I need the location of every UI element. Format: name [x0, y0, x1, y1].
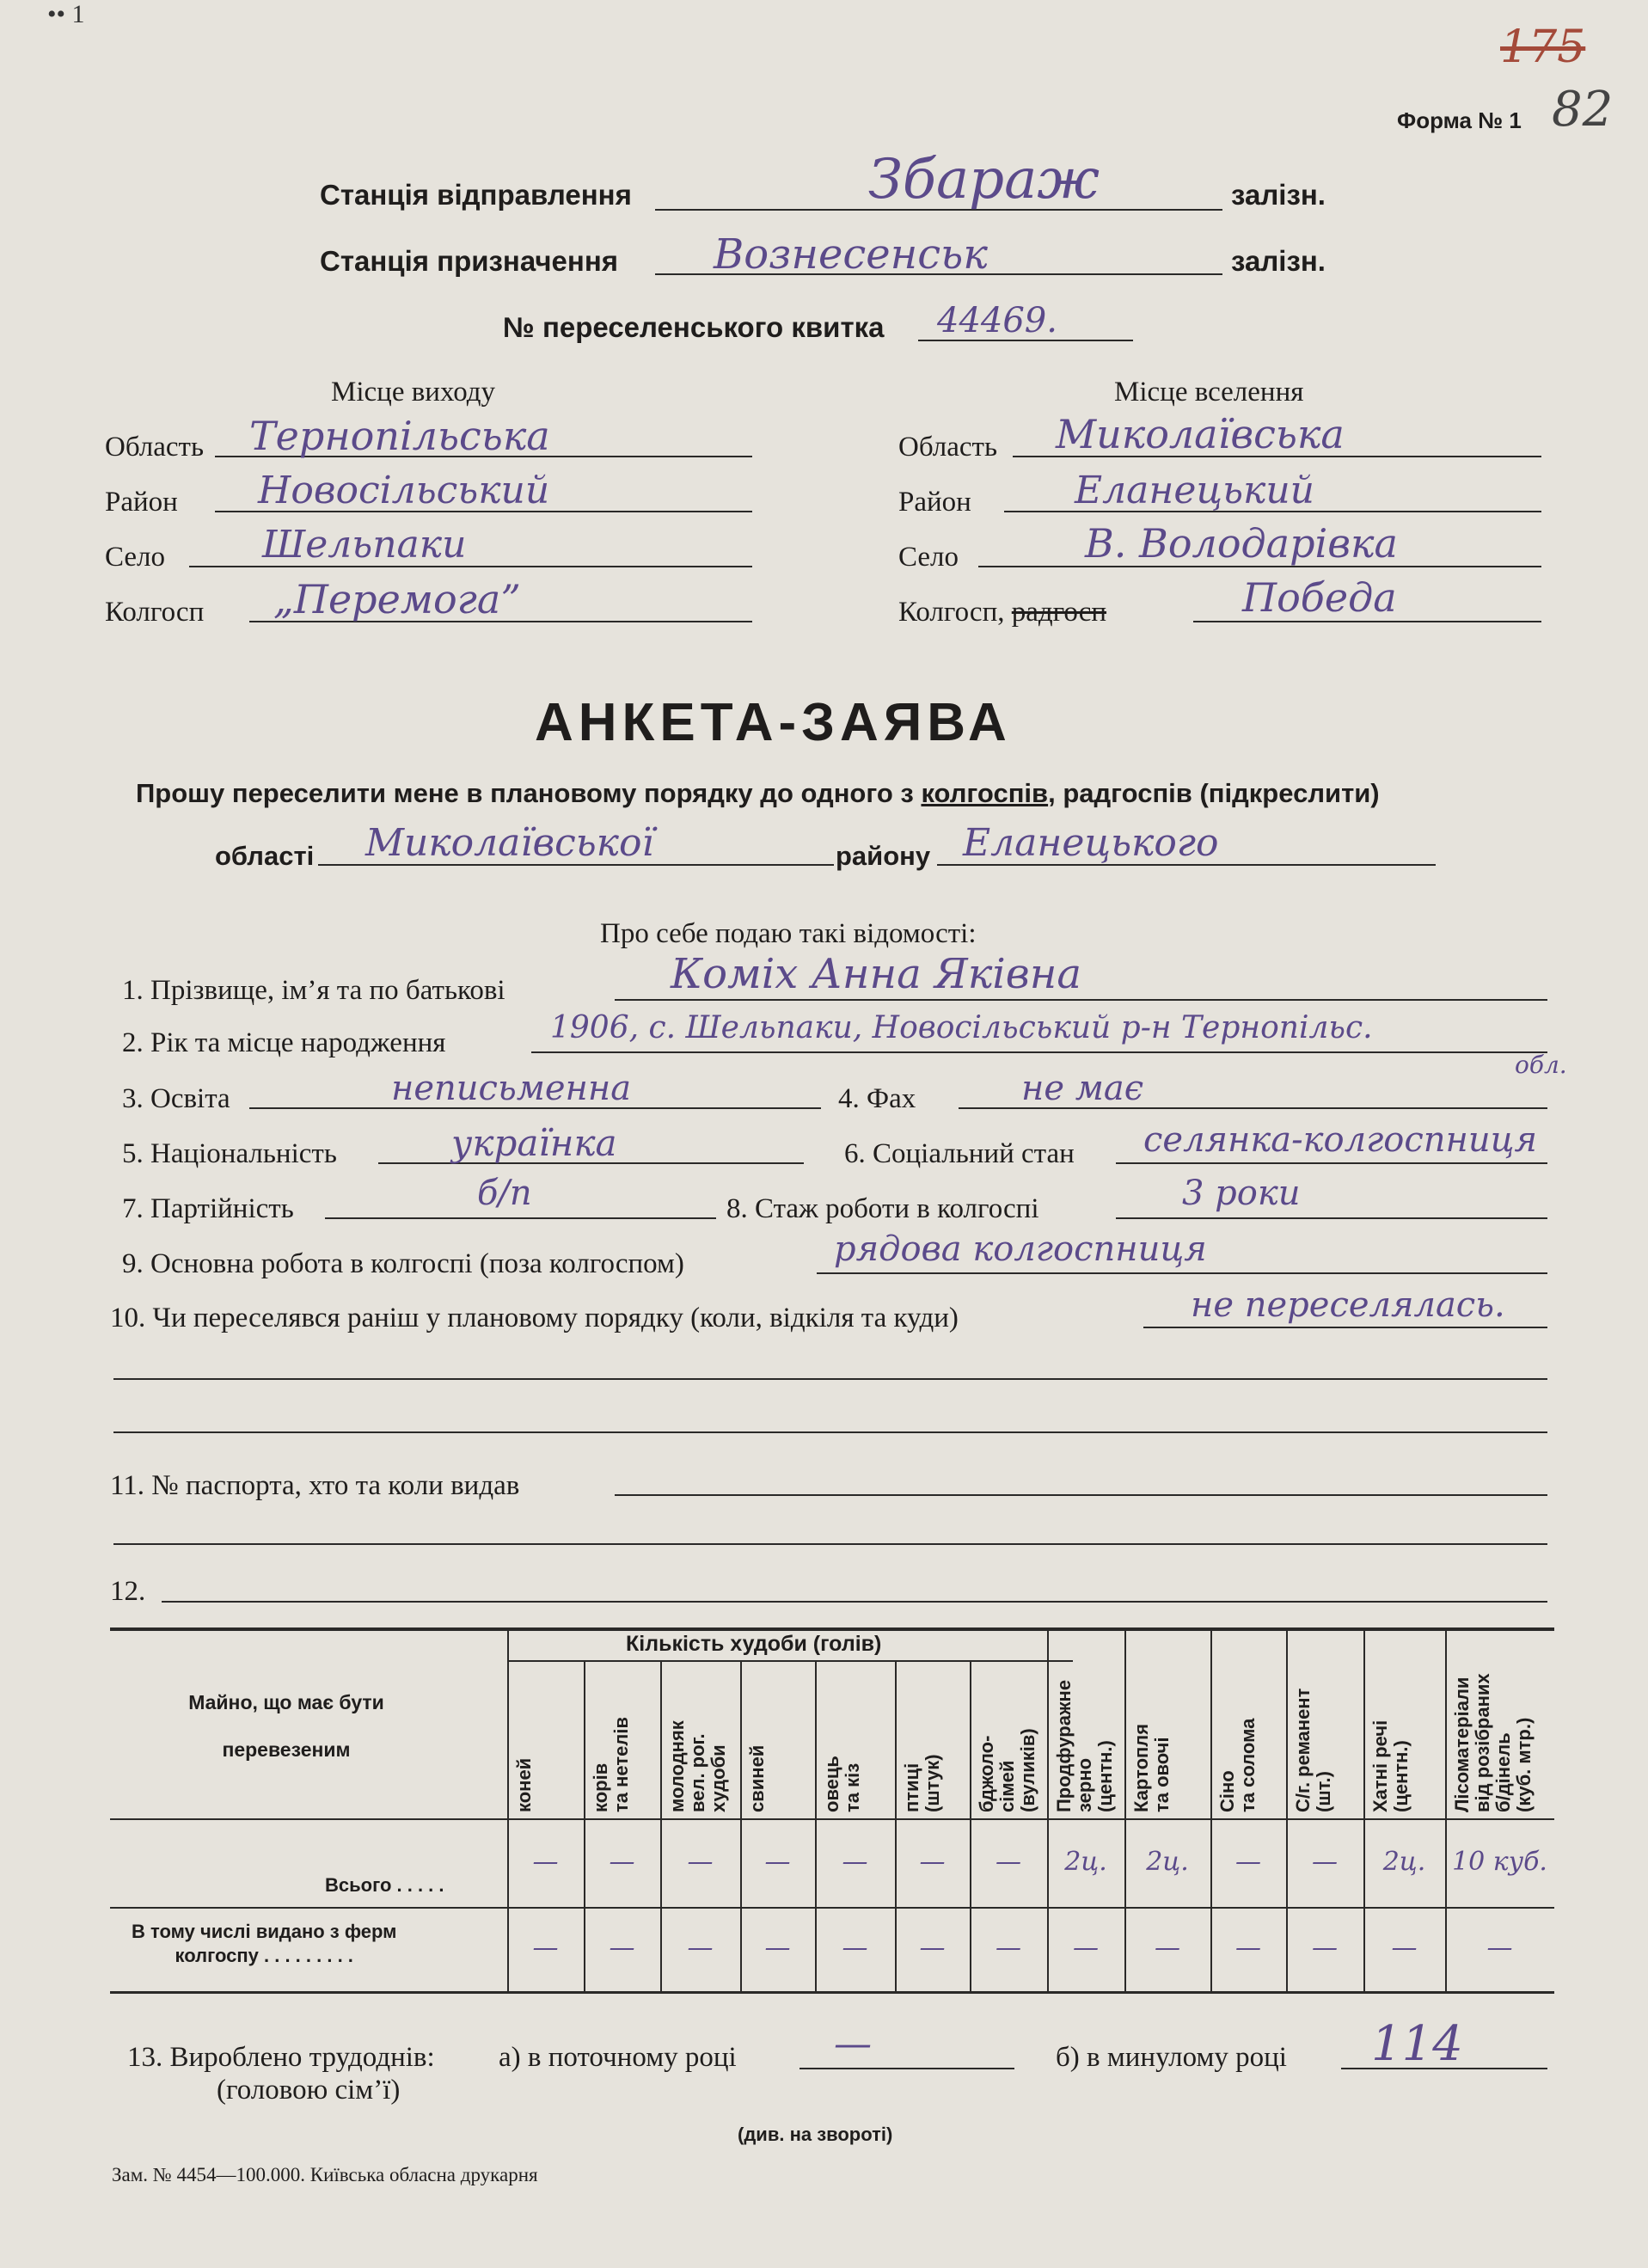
table-column-header: Лісоматеріали від розібраних б/дінель (куб. мтр.): [1451, 1673, 1535, 1812]
archive-number-new: 82: [1552, 82, 1614, 138]
origin-kolgosp-value: „Перемога”: [273, 576, 521, 622]
workdays-previous-value: 114: [1371, 2016, 1463, 2072]
q6-label: 6. Соціальний стан: [844, 1138, 1075, 1169]
rail-label-1: залізн.: [1231, 179, 1326, 211]
table-column-header: коней: [513, 1757, 535, 1812]
workdays-sub: (головою сім’ї): [217, 2075, 401, 2106]
destination-kolgosp-value: Победа: [1242, 574, 1397, 621]
origin-oblast-value: Тернопільська: [249, 413, 550, 459]
q2-answer-cont: обл.: [1515, 1051, 1567, 1079]
q12-label: 12.: [110, 1576, 146, 1607]
table-cell: —: [1312, 1847, 1338, 1877]
form-title: АНКЕТА-ЗАЯВА: [535, 693, 1012, 752]
destination-station-value: Вознесенськ: [714, 230, 988, 279]
destination-oblast-label: Область: [898, 432, 998, 463]
table-column-header: Картопля та овочі: [1130, 1723, 1173, 1812]
request-raion-label: району: [836, 841, 931, 871]
q1-line: [615, 999, 1547, 1001]
q3-answer: неписьменна: [391, 1069, 632, 1108]
table-cell: —: [919, 1847, 946, 1877]
destination-station-label: Станція призначення: [320, 245, 619, 277]
printer-imprint: Зам. № 4454—100.000. Київська обласна друкарня: [112, 2164, 538, 2185]
q11-extra-line: [113, 1543, 1547, 1545]
table-cell: —: [687, 1933, 714, 1963]
request-raion-value: Еланецького: [963, 821, 1219, 865]
table-cell: —: [919, 1933, 946, 1963]
origin-kolgosp-label: Колгосп: [105, 597, 205, 628]
kolgosp-word: Колгосп,: [898, 597, 1005, 628]
table-cell: —: [842, 1847, 868, 1877]
table-column-header: С/г. реманент (шт.): [1292, 1688, 1334, 1812]
q11-label: 11. № паспорта, хто та коли видав: [110, 1470, 520, 1501]
q1-answer: Коміх Анна Яківна: [671, 950, 1081, 998]
departure-station-value: Збараж: [868, 148, 1100, 211]
table-cell: —: [1235, 1933, 1261, 1963]
q2-line: [531, 1051, 1547, 1053]
origin-selo-label: Село: [105, 542, 166, 573]
destination-selo-value: В. Володарівка: [1085, 520, 1398, 567]
q6-line: [1116, 1162, 1547, 1164]
origin-selo-value: Шельпаки: [262, 523, 467, 567]
corner-mark: •• 1: [47, 0, 85, 28]
q7-answer: б/п: [477, 1174, 532, 1213]
q4-answer: не має: [1021, 1069, 1144, 1108]
workdays-previous-label: б) в минулому році: [1056, 2042, 1287, 2073]
q6-answer: селянка-колгоспниця: [1143, 1120, 1538, 1160]
table-column-header: птиці (штук): [901, 1754, 943, 1812]
table-cell: 2ц.: [1146, 1847, 1189, 1877]
table-column-header: Продфуражне зерно (центн.): [1053, 1679, 1116, 1812]
q10-extra-line-2: [113, 1431, 1547, 1433]
livestock-header: Кількість худоби (голів): [626, 1632, 882, 1656]
destination-oblast-value: Миколаївська: [1056, 411, 1345, 457]
table-cell: 2ц.: [1382, 1847, 1426, 1877]
request-text-a: Прошу переселити мене в плановому порядку до одного з: [136, 778, 922, 808]
q10-line: [1143, 1327, 1547, 1328]
row-farm-label: В тому числі видано з ферм колгоспу . . . . . . . . .: [132, 1921, 397, 1966]
table-cell: —: [687, 1847, 714, 1877]
table-cell: —: [1312, 1933, 1338, 1963]
table-column-header: бджоло- сімей (вуликів): [976, 1728, 1038, 1812]
departure-station-label: Станція відправлення: [320, 179, 632, 211]
q2-label: 2. Рік та місце народження: [122, 1027, 446, 1058]
q9-label: 9. Основна робота в колгоспі (поза колгоспом): [122, 1248, 684, 1279]
table-column-header: Сіно та солома: [1216, 1718, 1259, 1812]
intro-text: Про себе подаю такі відомості:: [600, 918, 977, 949]
table-cell: —: [532, 1933, 559, 1963]
q8-line: [1116, 1217, 1547, 1219]
table-cell: —: [1073, 1933, 1099, 1963]
origin-oblast-label: Область: [105, 432, 205, 463]
request-text-c: , радгоспів (підкреслити): [1048, 778, 1380, 808]
q10-label: 10. Чи переселявся раніш у плановому порядку (коли, відкіля та куди): [110, 1303, 959, 1333]
ticket-value: 44469.: [937, 301, 1057, 340]
q9-answer: рядова колгоспниця: [834, 1229, 1207, 1269]
origin-raion-label: Район: [105, 487, 178, 518]
destination-kolgosp-line: [1193, 621, 1541, 622]
table-cell: —: [532, 1847, 559, 1877]
q12-line: [162, 1601, 1547, 1603]
request-kolgospiv: колгоспів: [921, 778, 1049, 808]
q4-label: 4. Фах: [838, 1083, 916, 1114]
table-cell: —: [609, 1933, 635, 1963]
q10-answer: не переселялась.: [1191, 1285, 1505, 1325]
workdays-label: 13. Вироблено трудоднів:: [127, 2042, 435, 2073]
table-cell: 2ц.: [1064, 1847, 1107, 1877]
table-column-header: овець та кіз: [821, 1756, 863, 1812]
property-table: [110, 1627, 1554, 1993]
q3-label: 3. Освіта: [122, 1083, 230, 1114]
q8-answer: 3 роки: [1182, 1174, 1301, 1213]
origin-raion-value: Новосільський: [258, 469, 550, 512]
radgosp-word: радгосп: [1011, 597, 1107, 628]
table-cell: —: [1155, 1933, 1180, 1963]
table-column-header: корів та нетелів: [590, 1717, 632, 1812]
table-column-header: молодняк вел. рог. худоби: [666, 1720, 729, 1812]
table-column-header: Хатні речі (центн.): [1369, 1719, 1412, 1812]
destination-selo-label: Село: [898, 542, 959, 573]
workdays-current-value: —: [834, 2022, 872, 2066]
request-oblast-value: Миколаївської: [365, 821, 654, 865]
table-cell: —: [764, 1847, 791, 1877]
q2-answer: 1906, с. Шельпаки, Новосільський р-н Тернопільс.: [550, 1010, 1373, 1045]
destination-heading: Місце вселення: [1114, 377, 1304, 408]
property-header: Майно, що має бути перевезеним: [188, 1691, 384, 1761]
q5-answer: українка: [451, 1122, 617, 1164]
rail-label-2: залізн.: [1231, 245, 1326, 277]
workdays-current-line: [799, 2068, 1014, 2069]
table-cell: 10 куб.: [1452, 1847, 1547, 1877]
q1-label: 1. Прізвище, ім’я та по батькові: [122, 975, 505, 1006]
request-oblast-label: області: [215, 841, 315, 871]
q10-extra-line-1: [113, 1378, 1547, 1380]
row-total-label: Всього . . . . .: [325, 1874, 444, 1896]
see-over-note: (див. на звороті): [738, 2124, 893, 2145]
q9-line: [817, 1272, 1547, 1274]
table-cell: —: [764, 1933, 791, 1963]
q8-label: 8. Стаж роботи в колгоспі: [726, 1193, 1039, 1224]
q11-line: [615, 1494, 1547, 1496]
q7-label: 7. Партійність: [122, 1193, 294, 1224]
workdays-current-label: а) в поточному році: [499, 2042, 737, 2073]
destination-kolgosp-label: [898, 597, 1106, 628]
table-cell: —: [1235, 1847, 1261, 1877]
form-number: Форма № 1: [1397, 107, 1522, 133]
request-line: [136, 778, 1380, 809]
table-cell: —: [1391, 1933, 1418, 1963]
archive-number-old: 175: [1500, 21, 1586, 73]
ticket-label: № переселенського квитка: [503, 311, 885, 343]
table-cell: —: [609, 1847, 635, 1877]
origin-heading: Місце виходу: [331, 377, 496, 408]
destination-raion-value: Еланецький: [1075, 469, 1314, 512]
table-column-header: свиней: [746, 1744, 768, 1812]
table-cell: —: [1486, 1933, 1513, 1963]
q7-line: [325, 1217, 716, 1219]
table-cell: —: [842, 1933, 868, 1963]
table-cell: —: [996, 1847, 1021, 1877]
q5-label: 5. Національність: [122, 1138, 337, 1169]
destination-raion-label: Район: [898, 487, 971, 518]
table-cell: —: [996, 1933, 1021, 1963]
